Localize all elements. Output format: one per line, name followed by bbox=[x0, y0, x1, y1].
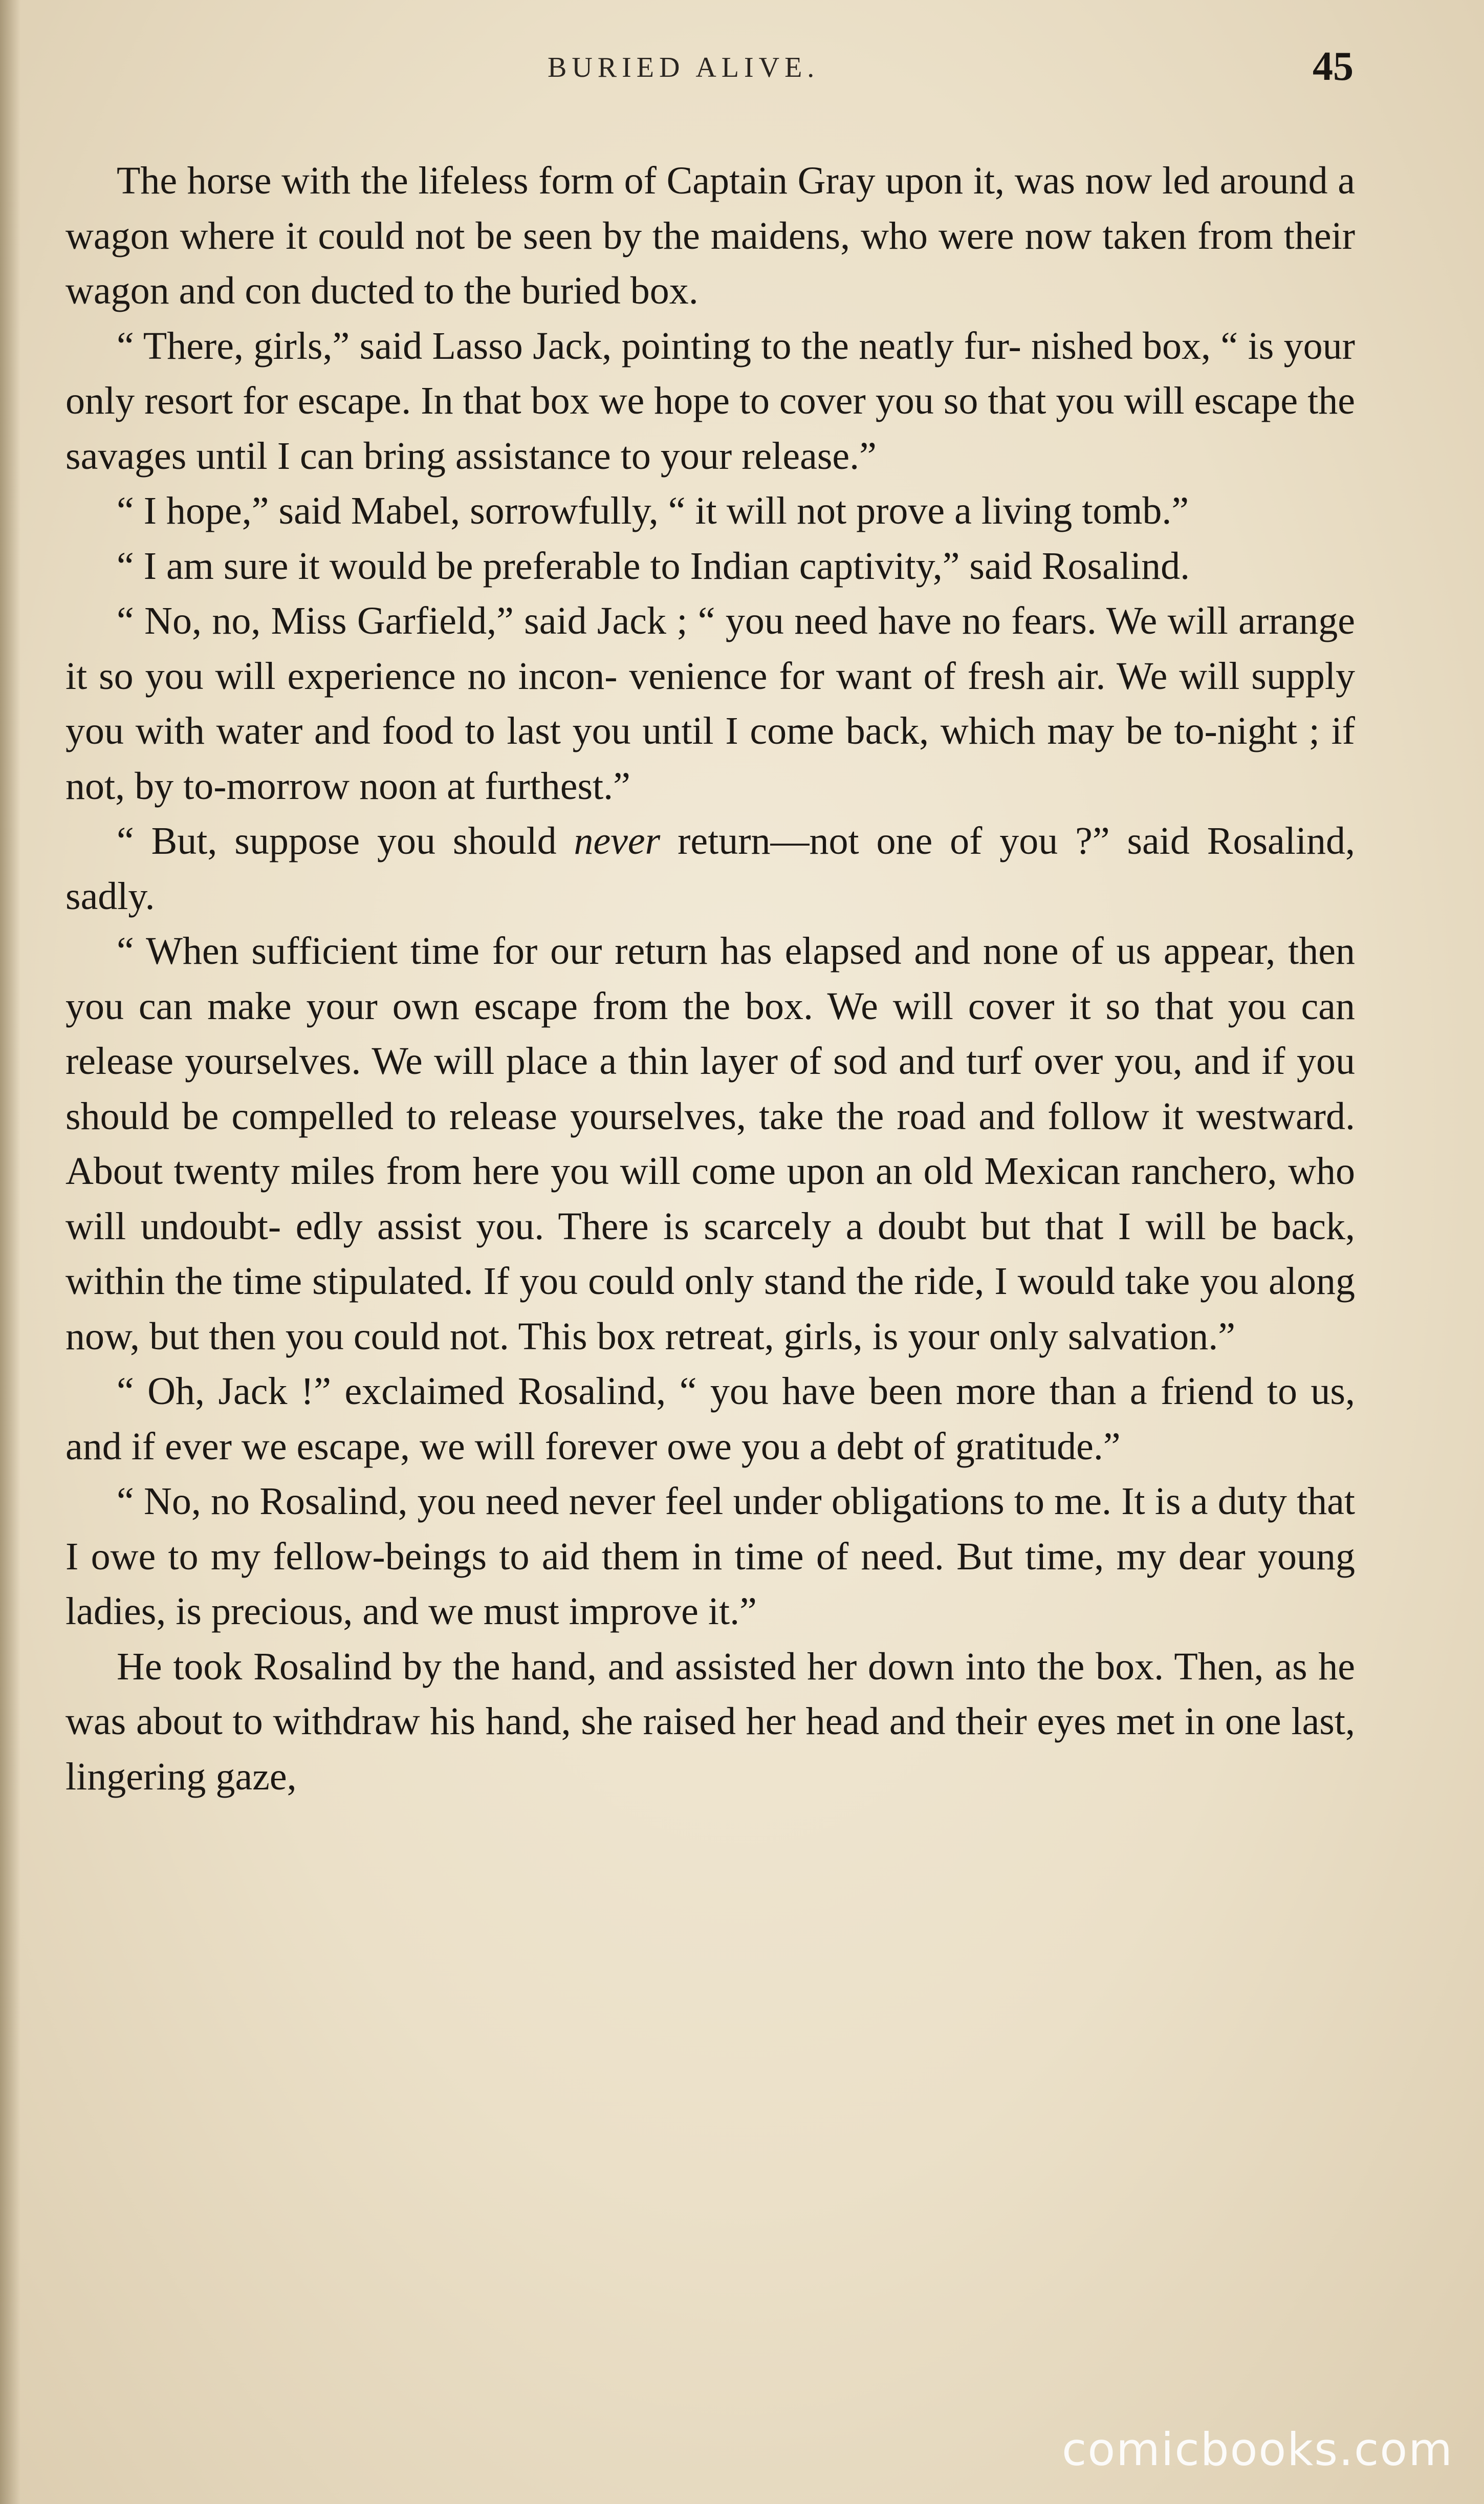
paragraph: He took Rosalind by the hand, and assisted her down into the box. Then, as he was about to withdraw his hand, she raised her head and their eyes met in one last, lingering gaze, bbox=[66, 1645, 1355, 1798]
body-text bbox=[66, 154, 1355, 1804]
paragraph: “ Oh, Jack !” exclaimed Rosalind, “ you have been more than a friend to us, and if ever we escape, we will forever owe you a debt of gratitude.” bbox=[66, 1370, 1355, 1468]
page-number: 45 bbox=[1313, 44, 1354, 89]
paragraph: “ There, girls,” said Lasso Jack, pointing to the neatly fur- nished box, “ is your only resort for escape. In that box we hope to cover you so that you will escape the savages until I can bring assistance to your release.” bbox=[66, 324, 1355, 478]
paragraph: The horse with the lifeless form of Captain Gray upon it, was now led around a wagon where it could not be seen by the maidens, who were now taken from their wagon and con ducted to the buried box. bbox=[66, 159, 1355, 312]
running-head: BURIED ALIVE. bbox=[548, 52, 820, 83]
paragraph: “ No, no Rosalind, you need never feel under obligations to me. It is a duty that I owe to my fellow-beings to aid them in time of need. But time, my dear young ladies, is precious, and we must improve it.” bbox=[66, 1480, 1355, 1633]
paragraph-text: “ But, suppose you should bbox=[117, 819, 574, 862]
paragraph: “ No, no, Miss Garfield,” said Jack ; “ you need have no fears. We will arrange it so you will experience no incon- venience for want of fresh air. We will supply you with water and food to last you until I come back, which may be to-night ; if not, by to-morrow noon at furthest.” bbox=[66, 599, 1355, 808]
paragraph bbox=[66, 814, 1355, 924]
paragraph: “ When sufficient time for our return has elapsed and none of us appear, then you can make your own escape from the box. We will cover it so that you can release yourselves. We will place a thin layer of sod and turf over you, and if you should be compelled to release yourselves, take the road and follow it westward. About twenty miles from here you will come upon an old Mexican ranchero, who will undoubt- edly assist you. There is scarcely a doubt but that I will be back, within the time stipulated. If you could only stand the ride, I would take you along now, but then you could not. This box retreat, girls, is your only salvation.” bbox=[66, 930, 1355, 1358]
page-edge-shadow bbox=[0, 0, 20, 2504]
paragraph: “ I am sure it would be preferable to Indian captivity,” said Rosalind. bbox=[117, 544, 1190, 588]
paragraph: “ I hope,” said Mabel, sorrowfully, “ it will not prove a living tomb.” bbox=[117, 489, 1189, 532]
paragraph-text: return—not one of you ?” said Rosalind, sadly. bbox=[66, 819, 1355, 918]
emphasized-word: never bbox=[574, 819, 661, 862]
watermark: comicbooks.com bbox=[1061, 2423, 1453, 2476]
